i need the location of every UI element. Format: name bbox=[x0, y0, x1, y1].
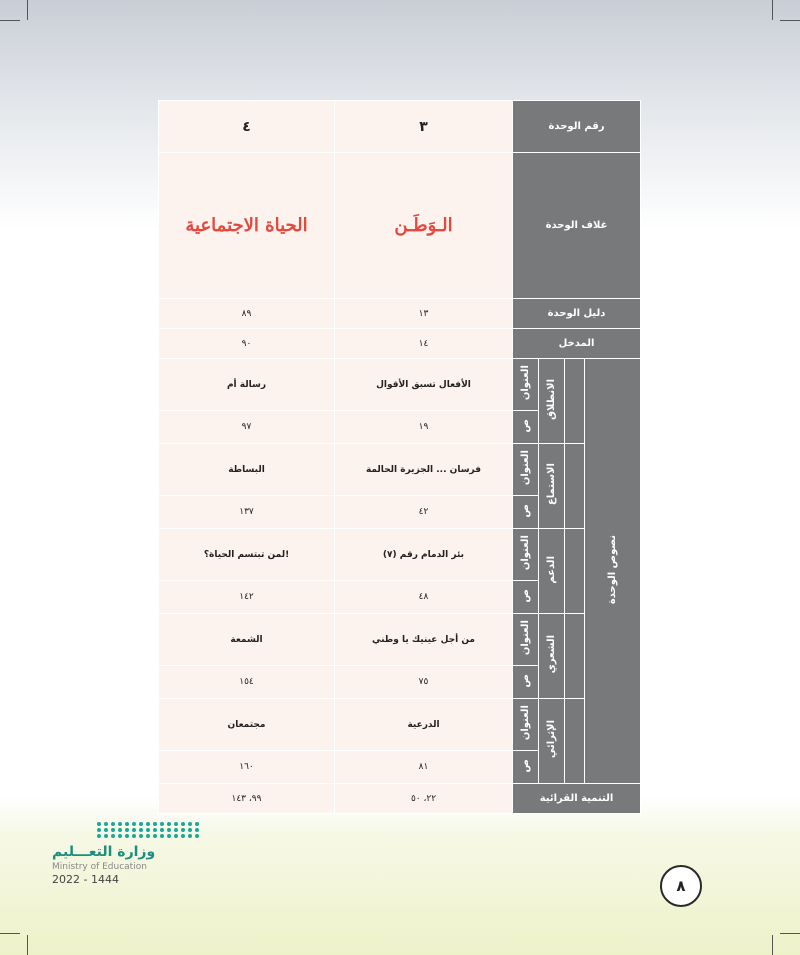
section-title-cell: فرسان ... الجزيرة الحالمة bbox=[335, 444, 513, 496]
page-label: ص bbox=[513, 751, 539, 784]
section-title-cell: الشمعة bbox=[159, 614, 335, 666]
section-page-cell: ١٤٢ bbox=[159, 581, 335, 614]
crop-mark bbox=[0, 20, 20, 21]
section-page-cell: ٩٧ bbox=[159, 411, 335, 444]
page-label: ص bbox=[513, 496, 539, 529]
section-page-cell: ٤٢ bbox=[335, 496, 513, 529]
page-label: ص bbox=[513, 666, 539, 699]
intro-page-4: ٩٠ bbox=[159, 329, 335, 359]
title-label: العنوان bbox=[513, 359, 539, 411]
unit-texts-header: نصوص الوحدة bbox=[585, 359, 641, 784]
section-page-cell: ٨١ bbox=[335, 751, 513, 784]
crop-mark bbox=[772, 0, 773, 20]
section-label: الدعم bbox=[539, 529, 565, 614]
title-label: العنوان bbox=[513, 444, 539, 496]
crop-mark bbox=[0, 933, 20, 934]
section-title-cell: لمن تبتسم الحياة؟! bbox=[159, 529, 335, 581]
quranic-development-header: التنمية القرائية bbox=[513, 784, 641, 814]
section-page-cell: ٤٨ bbox=[335, 581, 513, 614]
title-label: العنوان bbox=[513, 529, 539, 581]
crop-mark bbox=[772, 935, 773, 955]
section-label: الاستماع bbox=[539, 444, 565, 529]
guide-page-4: ٨٩ bbox=[159, 299, 335, 329]
unit-number-3: ٣ bbox=[335, 101, 513, 153]
section-label: الشعري bbox=[539, 614, 565, 699]
crop-mark bbox=[780, 933, 800, 934]
ministry-name-en: Ministry of Education bbox=[52, 862, 147, 872]
section-label: الإثرائي bbox=[539, 699, 565, 784]
quranic-pages-3: ٢٢، ٥٠ bbox=[335, 784, 513, 814]
ministry-logo bbox=[52, 822, 202, 886]
crop-mark bbox=[27, 0, 28, 20]
unit-guide-header: دليل الوحدة bbox=[513, 299, 641, 329]
title-label: العنوان bbox=[513, 614, 539, 666]
cover-title-4: الحياة الاجتماعية bbox=[159, 153, 335, 299]
crop-mark bbox=[780, 20, 800, 21]
edition-year: 2022 - 1444 bbox=[52, 873, 119, 886]
section-title-cell: مجتمعان bbox=[159, 699, 335, 751]
logo-dots-icon bbox=[97, 822, 202, 838]
title-label: العنوان bbox=[513, 699, 539, 751]
section-title-cell: البساطة bbox=[159, 444, 335, 496]
unit-cover-header: غلاف الوحدة bbox=[513, 153, 641, 299]
section-page-cell: ١٩ bbox=[335, 411, 513, 444]
section-title-cell: الدرعية bbox=[335, 699, 513, 751]
unit-number-header: رقم الوحدة bbox=[513, 101, 641, 153]
page-label: ص bbox=[513, 581, 539, 614]
intro-page-3: ١٤ bbox=[335, 329, 513, 359]
section-page-cell: ٧٥ bbox=[335, 666, 513, 699]
page-label: ص bbox=[513, 411, 539, 444]
introduction-header: المدخل bbox=[513, 329, 641, 359]
quranic-pages-4: ٩٩، ١٤٣ bbox=[159, 784, 335, 814]
cover-title-3: الـوَطَـن bbox=[335, 153, 513, 299]
section-page-cell: ١٦٠ bbox=[159, 751, 335, 784]
section-title-cell: الأفعال تسبق الأقوال bbox=[335, 359, 513, 411]
guide-page-3: ١٣ bbox=[335, 299, 513, 329]
section-page-cell: ١٥٤ bbox=[159, 666, 335, 699]
section-label: الانطلاق bbox=[539, 359, 565, 444]
page-number: ٨ bbox=[660, 865, 702, 907]
units-table bbox=[158, 100, 640, 814]
section-page-cell: ١٣٧ bbox=[159, 496, 335, 529]
unit-number-4: ٤ bbox=[159, 101, 335, 153]
section-title-cell: من أجل عينيك يا وطني bbox=[335, 614, 513, 666]
section-title-cell: بئر الدمام رقم (٧) bbox=[335, 529, 513, 581]
ministry-name-ar: وزارة التعـــليم bbox=[52, 844, 156, 860]
crop-mark bbox=[27, 935, 28, 955]
section-title-cell: رسالة أم bbox=[159, 359, 335, 411]
